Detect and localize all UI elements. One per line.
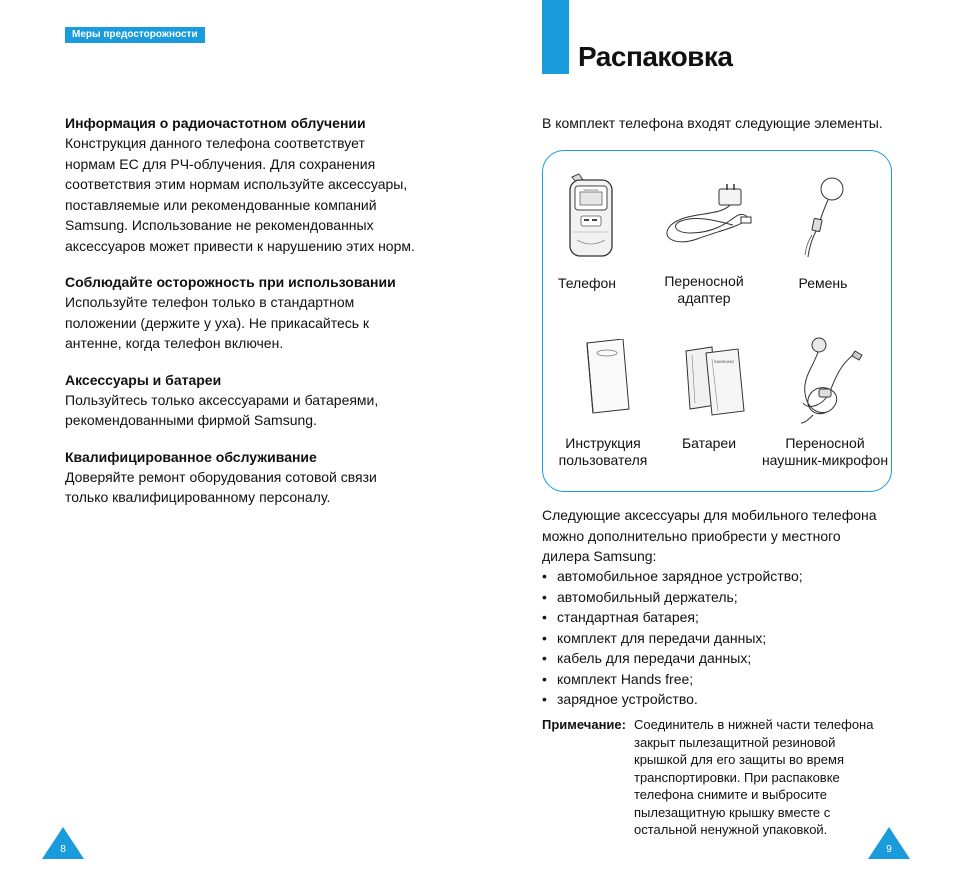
item-label-headset [755, 435, 895, 469]
page-title: Распаковка [578, 41, 733, 72]
page-number: 9 [886, 844, 892, 855]
section-accessories-batteries [65, 370, 437, 431]
text-line: поставляемые или рекомендованные компаний [65, 196, 377, 213]
label-line: адаптер [677, 290, 731, 306]
strap-icon [799, 175, 849, 261]
text-line: Соединитель в нижней части телефона [634, 717, 874, 732]
label-line: Ремень [798, 275, 848, 291]
section-qualified-service [65, 447, 437, 508]
section-careful-use [65, 272, 437, 354]
label-line: Телефон [557, 275, 617, 291]
text-line: антенне, когда телефон включен. [65, 335, 284, 351]
page-number-left [42, 827, 84, 859]
section-body [65, 390, 437, 431]
text-line: Конструкция данного телефона соответствует [65, 135, 365, 151]
text-line: можно дополнительно приобрести у местного [542, 527, 841, 544]
text-line: аксессуаров может привести к нарушению этих норм. [65, 237, 415, 254]
brand-label: SAMSUNG [713, 359, 735, 364]
accessories-list [542, 566, 902, 710]
label-line: Переносной [664, 273, 744, 289]
text-line: закрыт пылезащитной резиновой [634, 734, 836, 750]
item-label-phone [522, 275, 652, 292]
note-label: Примечание: [542, 717, 626, 732]
page-number-right [868, 827, 910, 859]
list-item: • стандартная батарея; [542, 607, 902, 628]
text-line: только квалифицированному персоналу. [65, 489, 331, 505]
label-line: наушник-микрофон [761, 452, 889, 468]
list-item: • кабель для передачи данных; [542, 648, 902, 669]
list-item: • комплект Hands free; [542, 669, 902, 690]
brand-label: SAMSUNG [583, 188, 599, 192]
label-line: Батареи [681, 435, 737, 451]
optional-accessories-intro [542, 505, 902, 567]
note-text [634, 716, 892, 839]
list-item: • автомобильное зарядное устройство; [542, 566, 902, 587]
text-line: телефона снимите и выбросите [634, 787, 827, 802]
section-body [65, 292, 437, 354]
section-rf-exposure [65, 113, 437, 256]
text-line: Используйте телефон только в стандартном [65, 294, 355, 310]
text-line: крышкой для его защиты во время [634, 752, 844, 767]
text-line: остальной ненужной упаковкой. [634, 822, 828, 837]
label-line: Переносной [785, 435, 865, 451]
manual-icon [581, 339, 631, 415]
page-number: 8 [60, 844, 66, 855]
text-line: Samsung. Использование не рекомендованных [65, 217, 374, 233]
item-label-strap [758, 275, 888, 292]
label-line: пользователя [558, 452, 648, 468]
note-block [542, 716, 892, 839]
section-title: Квалифицированное обслуживание [65, 448, 317, 465]
phone-icon [567, 172, 617, 260]
section-title: Аксессуары и батареи [65, 371, 222, 388]
list-item: • зарядное устройство. [542, 689, 902, 710]
item-label-adapter [639, 273, 769, 307]
list-item: • комплект для передачи данных; [542, 628, 902, 649]
label-line: Инструкция [565, 435, 641, 451]
section-body [65, 133, 437, 256]
text-line: положении (держите у уха). Не прикасайтесь к [65, 314, 370, 331]
text-line: дилера Samsung: [542, 548, 657, 564]
text-line: Следующие аксессуары для мобильного телефона [542, 507, 877, 523]
headset-icon [791, 333, 867, 425]
text-line: соответствия этим нормам используйте аксессуары, [65, 176, 408, 192]
text-line: нормам ЕС для РЧ-облучения. Для сохранения [65, 155, 376, 172]
title-accent-bar [542, 0, 569, 74]
batteries-icon [682, 343, 748, 417]
package-contents-box [542, 150, 892, 492]
text-line: Доверяйте ремонт оборудования сотовой связи [65, 468, 377, 485]
safety-sections [65, 113, 437, 524]
text-line: Пользуйтесь только аксессуарами и батареями, [65, 391, 379, 408]
text-line: транспортировки. При распаковке [634, 769, 840, 785]
intro-text: В комплект телефона входят следующие элементы. [542, 115, 883, 131]
text-line: пылезащитную крышку вместе с [634, 804, 831, 820]
section-tag: Меры предосторожности [65, 27, 205, 43]
adapter-icon [657, 181, 757, 251]
section-title: Информация о радиочастотном облучении [65, 115, 366, 131]
section-title: Соблюдайте осторожность при использовании [65, 274, 396, 290]
section-body [65, 467, 437, 508]
list-item: • автомобильный держатель; [542, 587, 902, 608]
text-line: рекомендованными фирмой Samsung. [65, 412, 317, 428]
